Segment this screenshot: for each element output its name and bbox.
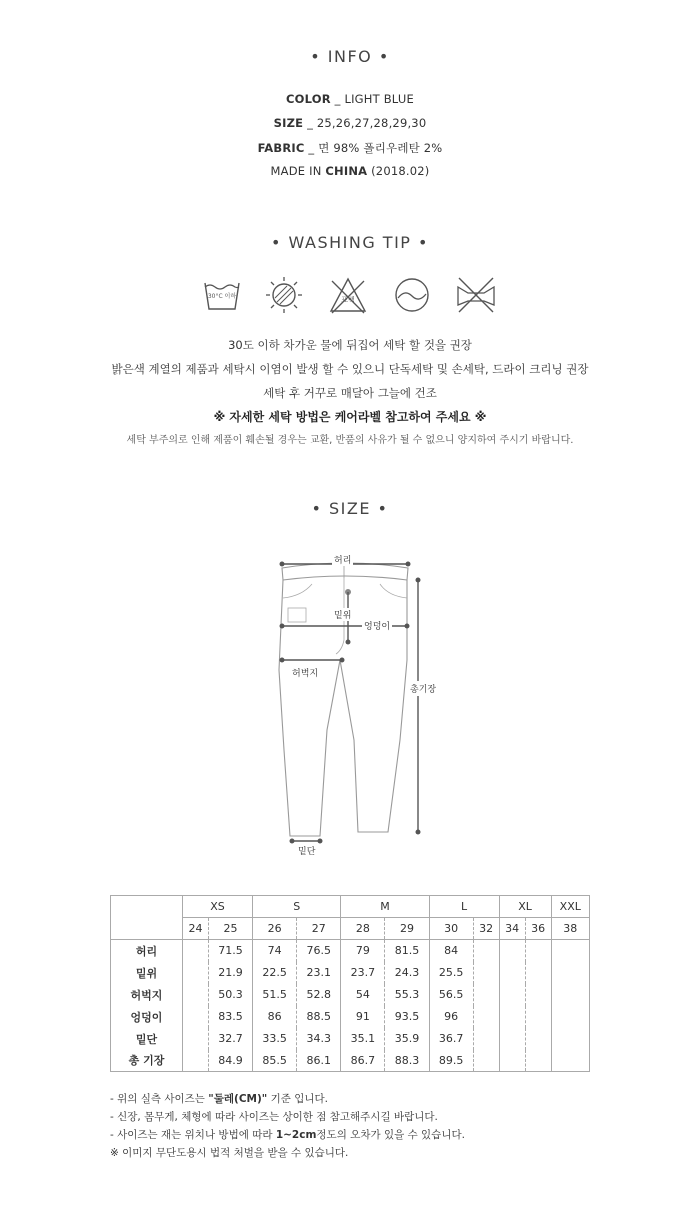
note-1-c: 기준 입니다. (267, 1093, 329, 1105)
table-cell: 35.1 (341, 1028, 385, 1050)
size-group-l: L (429, 896, 499, 918)
table-cell (183, 1006, 209, 1028)
table-row (111, 1050, 590, 1072)
size-label: SIZE (273, 116, 304, 130)
color-value: _ LIGHT BLUE (334, 92, 414, 106)
bleach-label: 표백 (341, 296, 355, 304)
table-cell (525, 940, 551, 962)
washing-care-label-note: ※ 자세한 세탁 방법은 케어라벨 참고하여 주세요 ※ (213, 410, 487, 424)
table-cell (551, 984, 589, 1006)
table-cell: 96 (429, 1006, 473, 1028)
table-cell: 21.9 (208, 962, 252, 984)
table-cell (551, 940, 589, 962)
table-cell (525, 1006, 551, 1028)
table-cell: 85.5 (253, 1050, 297, 1072)
washing-icons (200, 273, 500, 317)
made-in-line (0, 164, 700, 178)
table-cell: 88.3 (385, 1050, 429, 1072)
note-3-a: - 사이즈는 재는 위치나 방법에 따라 (110, 1129, 276, 1141)
table-cell (551, 1028, 589, 1050)
table-cell: 23.1 (297, 962, 341, 984)
diagram-label-thigh: 허벅지 (292, 669, 319, 679)
size-value: _ 25,26,27,28,29,30 (307, 116, 427, 130)
table-cell: 35.9 (385, 1028, 429, 1050)
row-label: 총 기장 (111, 1050, 183, 1072)
fabric-label: FABRIC (257, 141, 305, 155)
size-table-body (111, 940, 590, 1072)
size-group-xl: XL (499, 896, 551, 918)
row-label: 허리 (111, 940, 183, 962)
color-line (0, 92, 700, 106)
size-group-s: S (253, 896, 341, 918)
size-group-row (111, 896, 590, 918)
made-prefix: MADE IN (270, 164, 322, 178)
made-country: CHINA (325, 164, 368, 178)
row-label: 허벅지 (111, 984, 183, 1006)
table-cell: 32.7 (208, 1028, 252, 1050)
table-cell: 79 (341, 940, 385, 962)
table-cell: 51.5 (253, 984, 297, 1006)
table-cell (473, 984, 499, 1006)
table-cell: 84.9 (208, 1050, 252, 1072)
table-cell: 86.1 (297, 1050, 341, 1072)
table-cell (183, 1050, 209, 1072)
table-cell (525, 984, 551, 1006)
note-3-c: 정도의 오차가 있을 수 있습니다. (316, 1129, 465, 1141)
table-cell: 33.5 (253, 1028, 297, 1050)
table-cell (473, 1006, 499, 1028)
table-cell: 55.3 (385, 984, 429, 1006)
table-cell (551, 962, 589, 984)
row-label: 밑위 (111, 962, 183, 984)
note-3-b: 1~2cm (275, 1129, 317, 1141)
fabric-value: _ 면 98% 폴리우레탄 2% (308, 141, 443, 155)
size-26: 26 (253, 918, 297, 940)
diagram-label-length: 총기장 (410, 681, 436, 696)
size-32: 32 (473, 918, 499, 940)
pants-diagram (270, 550, 450, 860)
size-table (110, 895, 590, 1072)
info-title: • INFO • (310, 47, 390, 66)
size-28: 28 (341, 918, 385, 940)
table-cell: 24.3 (385, 962, 429, 984)
table-cell: 22.5 (253, 962, 297, 984)
table-cell: 83.5 (208, 1006, 252, 1028)
size-27: 27 (297, 918, 341, 940)
no-bleach-icon (328, 275, 368, 315)
table-cell: 76.5 (297, 940, 341, 962)
table-cell (525, 962, 551, 984)
pants-drawing (270, 550, 450, 860)
table-cell (499, 984, 525, 1006)
diagram-label-hem: 밑단 (298, 847, 316, 857)
note-1-b: "둘레(CM)" (208, 1093, 268, 1105)
table-cell: 52.8 (297, 984, 341, 1006)
size-group-m: M (341, 896, 429, 918)
size-line (0, 116, 700, 130)
hand-wash-icon (392, 275, 432, 315)
size-number-row (111, 918, 590, 940)
table-cell (473, 940, 499, 962)
table-cell: 93.5 (385, 1006, 429, 1028)
table-cell (499, 1050, 525, 1072)
table-cell: 34.3 (297, 1028, 341, 1050)
table-cell: 81.5 (385, 940, 429, 962)
table-cell: 23.7 (341, 962, 385, 984)
table-corner (111, 896, 183, 940)
size-group-xs: XS (183, 896, 253, 918)
wash-temp-label: 30°C 이하 (207, 293, 237, 300)
table-cell (499, 962, 525, 984)
table-row (111, 1028, 590, 1050)
table-cell: 84 (429, 940, 473, 962)
color-label: COLOR (286, 92, 331, 106)
size-34: 34 (499, 918, 525, 940)
wash-30c-icon (202, 275, 242, 315)
washing-line-2: 밝은색 계열의 제품과 세탁시 이염이 발생 할 수 있으니 단독세탁 및 손세탁, 드라이 크리닝 권장 (111, 362, 589, 376)
size-note-1 (110, 1091, 328, 1106)
table-cell (473, 1028, 499, 1050)
washing-caution: 세탁 부주의로 인해 제품이 훼손될 경우는 교환, 반품의 사유가 될 수 없으니 양지하여 주시기 바랍니다. (126, 435, 574, 446)
table-cell: 56.5 (429, 984, 473, 1006)
table-cell: 74 (253, 940, 297, 962)
table-row (111, 962, 590, 984)
table-cell: 88.5 (297, 1006, 341, 1028)
table-cell (473, 1050, 499, 1072)
made-date: (2018.02) (371, 164, 430, 178)
row-label: 엉덩이 (111, 1006, 183, 1028)
table-cell: 25.5 (429, 962, 473, 984)
table-cell (525, 1050, 551, 1072)
fabric-line (0, 140, 700, 156)
size-25: 25 (208, 918, 252, 940)
size-note-2: - 신장, 몸무게, 체형에 따라 사이즈는 상이한 점 참고해주시길 바랍니다. (110, 1111, 438, 1123)
diagram-label-waist: 허리 (332, 553, 353, 566)
table-cell (183, 962, 209, 984)
washing-title: • WASHING TIP • (271, 233, 429, 252)
note-1-a: - 위의 실측 사이즈는 (110, 1093, 209, 1105)
table-cell (499, 940, 525, 962)
size-29: 29 (385, 918, 429, 940)
table-cell: 89.5 (429, 1050, 473, 1072)
diagram-label-hip: 엉덩이 (362, 619, 392, 632)
table-row (111, 940, 590, 962)
table-cell: 91 (341, 1006, 385, 1028)
table-cell: 86.7 (341, 1050, 385, 1072)
size-38: 38 (551, 918, 589, 940)
size-title: • SIZE • (311, 499, 389, 518)
table-cell (551, 1050, 589, 1072)
size-note-3 (110, 1127, 465, 1142)
table-cell: 50.3 (208, 984, 252, 1006)
table-cell: 36.7 (429, 1028, 473, 1050)
washing-line-3: 세탁 후 거꾸로 매달아 그늘에 건조 (263, 386, 437, 400)
diagram-label-rise: 밑위 (332, 608, 353, 621)
table-cell (473, 962, 499, 984)
table-row (111, 984, 590, 1006)
dry-shade-icon (264, 275, 304, 315)
washing-line-1: 30도 이하 차가운 물에 뒤집어 세탁 할 것을 권장 (228, 338, 472, 352)
table-cell (183, 1028, 209, 1050)
table-cell (499, 1028, 525, 1050)
table-cell (499, 1006, 525, 1028)
size-24: 24 (183, 918, 209, 940)
row-label: 밑단 (111, 1028, 183, 1050)
size-30: 30 (429, 918, 473, 940)
table-row (111, 1006, 590, 1028)
table-cell: 71.5 (208, 940, 252, 962)
table-cell (183, 940, 209, 962)
table-cell: 86 (253, 1006, 297, 1028)
size-group-xxl: XXL (551, 896, 589, 918)
no-tumble-dry-icon (454, 275, 498, 315)
size-36: 36 (525, 918, 551, 940)
size-note-4: ※ 이미지 무단도용시 법적 처벌을 받을 수 있습니다. (110, 1147, 349, 1159)
table-cell (525, 1028, 551, 1050)
table-cell: 54 (341, 984, 385, 1006)
table-cell (551, 1006, 589, 1028)
table-cell (183, 984, 209, 1006)
